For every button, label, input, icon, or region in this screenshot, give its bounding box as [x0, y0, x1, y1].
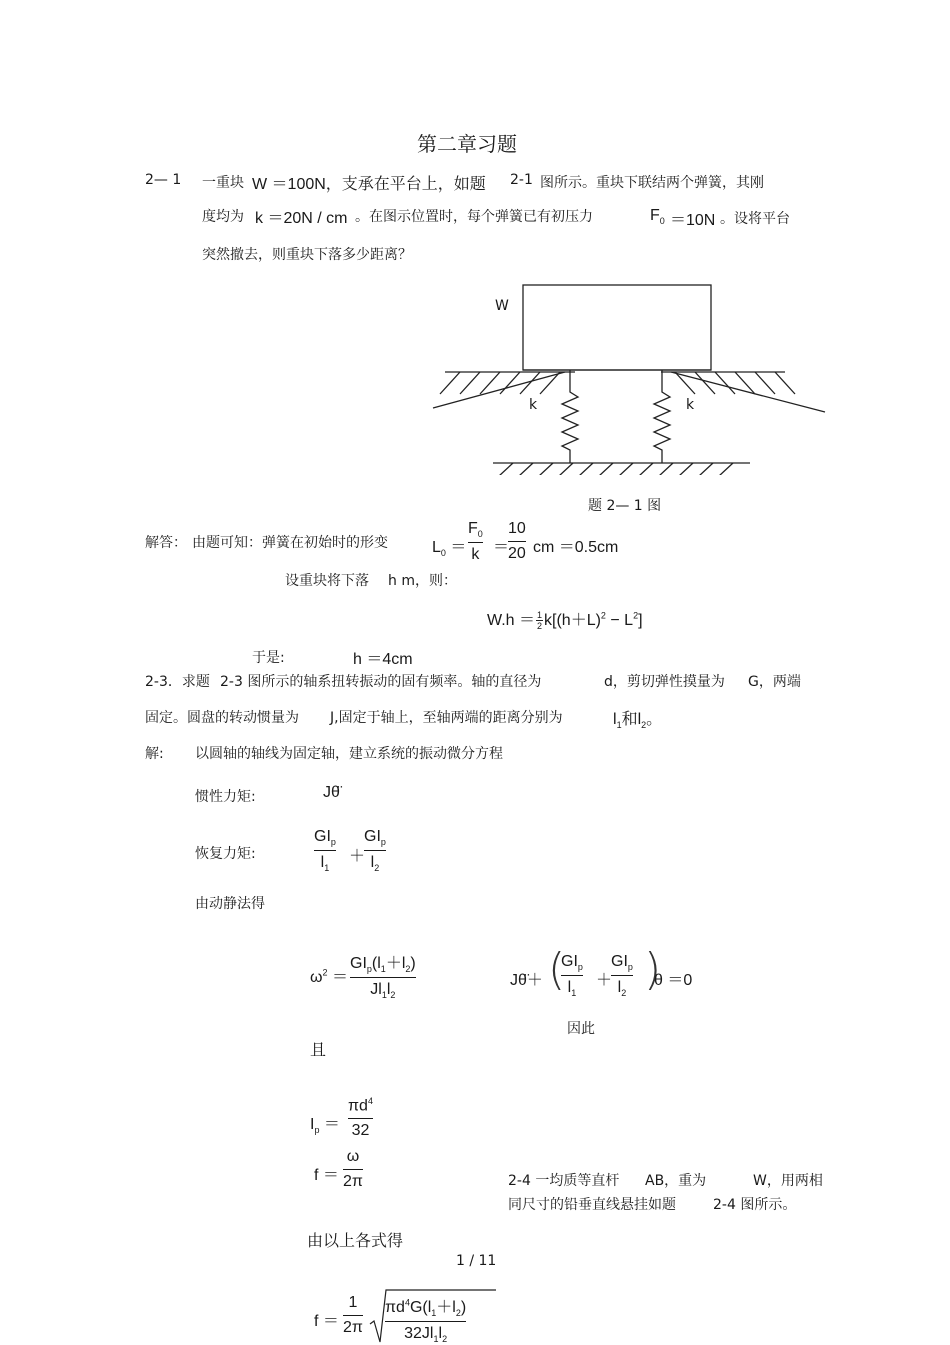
figure-caption: 题 2— 1 图 [588, 498, 662, 514]
problem-text: W ＝100N，支承在平台上，如题 [252, 176, 486, 193]
formula: ＝ [493, 539, 510, 556]
problem-text: 2-1 [510, 172, 533, 188]
solution-text: 于是: [252, 650, 285, 666]
solution-text: h m，则： [388, 573, 457, 589]
problem-text: G，两端 [748, 674, 801, 690]
bracket: ( [548, 944, 566, 995]
figure-label-k: k [686, 397, 695, 413]
formula: Jθ̈＋ [510, 972, 543, 989]
solution-text: 由动静法得 [195, 896, 265, 912]
formula: ＋ [349, 848, 366, 865]
problem-text: AB，重为 [645, 1173, 707, 1189]
figure-label-k: k [529, 397, 538, 413]
fraction: $GI_p$ $l_1$ [314, 828, 336, 874]
problem-text: 2-3 图所示的轴系扭转振动的固有频率。轴的直径为 [220, 674, 542, 690]
solution-text: 恢复力矩: [195, 846, 256, 862]
solution-text: 设重块将下落 [285, 573, 369, 589]
formula: W.h ＝ $\frac{1}{2}$ $k[(h+L)^2 - L^2]$ [487, 610, 643, 632]
figure-label-w: W [495, 298, 509, 314]
bracket: ) [644, 944, 662, 995]
fraction: $F_0$ k [468, 520, 483, 564]
fraction: $GI_p$ $l_1$ [561, 953, 583, 999]
solution-label: 解: [145, 746, 164, 762]
problem-text: 同尺寸的铅垂直线悬挂如题 [508, 1197, 676, 1213]
problem-text: ＝10N [670, 212, 716, 229]
solution-text: 以圆轴的轴线为固定轴，建立系统的振动微分方程 [195, 746, 503, 762]
problem-text: 2-4 一均质等直杆 [508, 1173, 620, 1189]
formula: $I_p$ ＝ [310, 1116, 340, 1136]
formula: $\omega^2$ ＝ [310, 967, 348, 986]
solution-text: 惯性力矩: [195, 789, 256, 805]
fraction: $GI_p$ $l_2$ [611, 953, 633, 999]
fraction: ω 2π [343, 1148, 363, 1190]
formula: Jθ̈ [323, 784, 340, 801]
problem-number: 2— 1 [145, 172, 182, 188]
fraction: 1 2π [343, 1294, 363, 1336]
problem-text: 固定。圆盘的转动惯量为 [145, 710, 299, 726]
fraction: $\pi d^4G(l_1+l_2)$ $32Jl_1l_2$ [385, 1297, 467, 1345]
formula: f ＝ [314, 1167, 339, 1184]
fraction: $\pi d^4$ 32 [348, 1096, 373, 1140]
formula: $L_0$ ＝ [432, 539, 467, 559]
solution-label: 解答： [145, 535, 187, 551]
solution-text: 且 [310, 1040, 327, 1059]
solution-text: 由以上各式得 [307, 1231, 404, 1250]
formula: f ＝ [314, 1313, 339, 1330]
weight-block [523, 285, 711, 370]
problem-text: d，剪切弹性摸量为 [604, 674, 725, 690]
solution-text: 因此 [567, 1021, 595, 1037]
problem-text: 2-3．求题 [145, 674, 210, 690]
page-title: 第二章习题 [417, 132, 517, 156]
fraction: $GI_p(l_1+l_2)$ $Jl_1l_2$ [350, 955, 416, 1001]
problem-text: k ＝20N / cm [255, 210, 348, 227]
solution-text: 由题可知：弹簧在初始时的形变 [192, 535, 388, 551]
problem-text: 度均为 [202, 209, 244, 225]
formula: θ ＝0 [654, 972, 693, 989]
problem-text: 一重块 [202, 175, 244, 191]
formula: $l_1$和$l_2$。 [613, 711, 663, 731]
problem-text: 。设将平台 [720, 211, 790, 227]
problem-text: 2-4 图所示。 [713, 1197, 797, 1213]
formula: ＋ [596, 972, 613, 989]
problem-text: $F_0$ [650, 207, 665, 227]
problem-text: 图所示。重块下联结两个弹簧，其刚 [540, 175, 764, 191]
page-number: 1 / 11 [456, 1253, 497, 1269]
fraction: $GI_p$ $l_2$ [364, 828, 386, 874]
problem-text: J,固定于轴上，至轴两端的距离分别为 [330, 710, 563, 726]
fraction: 10 20 [508, 520, 526, 562]
figure-2-1 [425, 280, 835, 475]
problem-text: 。在图示位置时，每个弹簧已有初压力 [355, 209, 593, 225]
formula: cm ＝0.5cm [533, 539, 619, 556]
problem-text: W，用两相 [753, 1173, 823, 1189]
problem-text: 突然撤去，则重块下落多少距离？ [202, 247, 412, 263]
formula: h ＝4cm [353, 651, 413, 668]
